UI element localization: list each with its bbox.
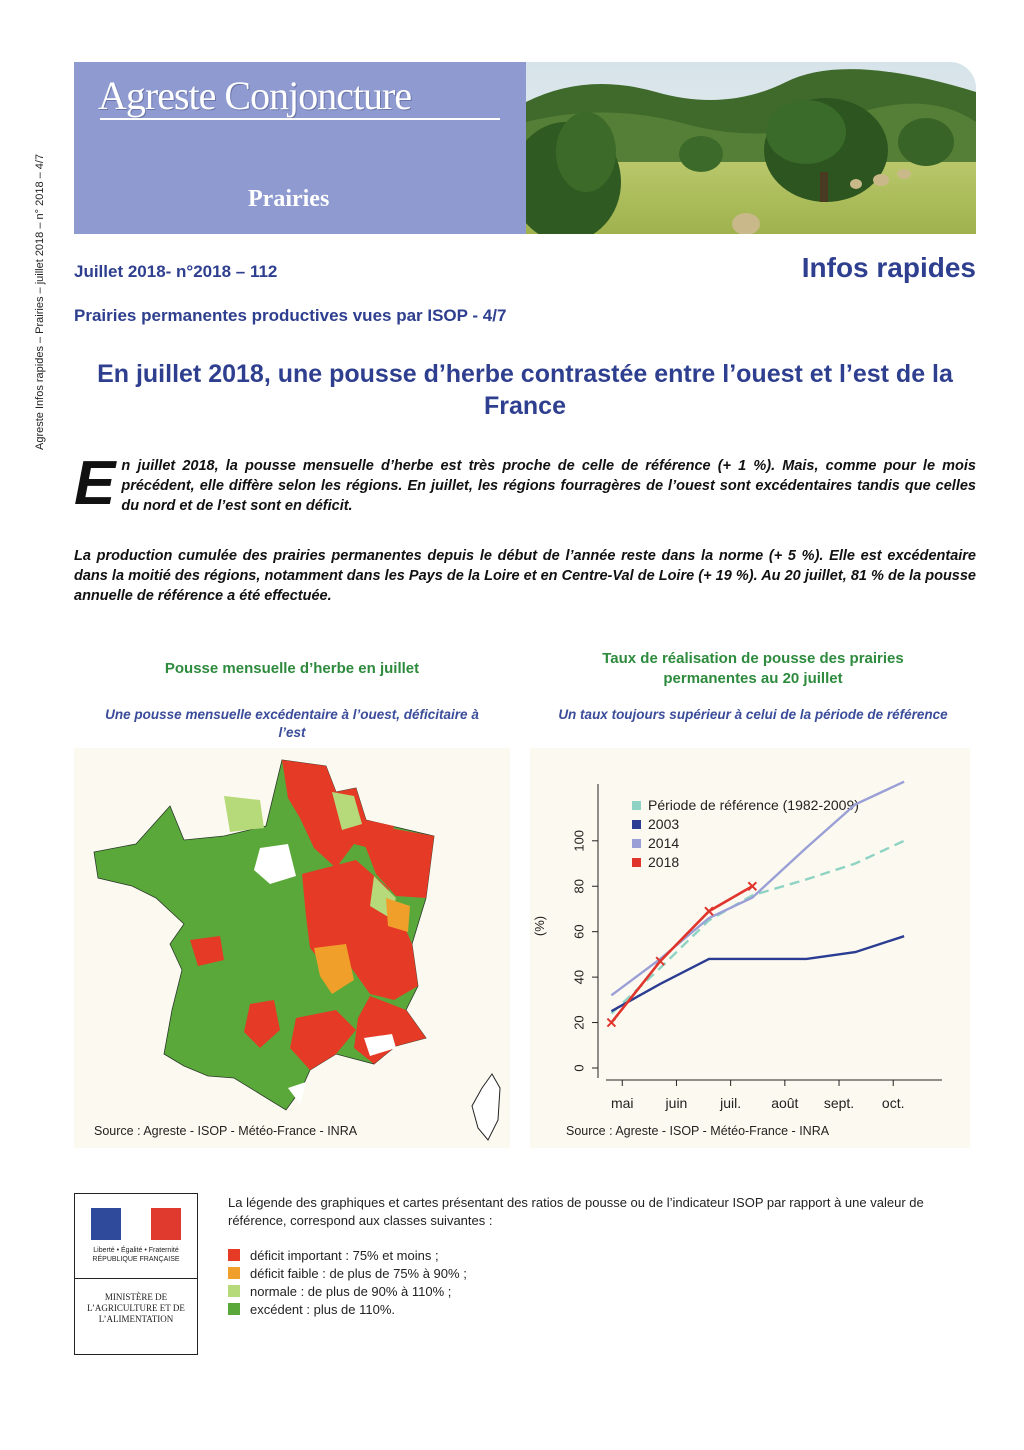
x-tick-label: oct.: [881, 1095, 905, 1111]
headline: En juillet 2018, une pousse d’herbe contrastée entre l’ouest et l’est de la France: [97, 360, 953, 420]
logo-divider: [75, 1278, 197, 1279]
series-label: Infos rapides: [801, 252, 976, 283]
series-marker: [705, 907, 713, 915]
section-title: Prairies: [248, 186, 330, 212]
y-tick-label: 100: [571, 829, 587, 852]
legend-swatch: [228, 1267, 240, 1279]
legend-swatch: [632, 858, 641, 867]
map-region-southeast: [354, 996, 426, 1064]
ministry-label: MINISTÈRE DE L’AGRICULTURE ET DE L’ALIMENTATION: [87, 1292, 185, 1324]
x-tick-label: juin: [665, 1095, 688, 1111]
side-running-title: Agreste Infos rapides – Prairies – juillet 2018 – n° 2018 – 4/7: [34, 153, 46, 450]
legend-intro: La légende des graphiques et cartes présentant des ratios de pousse ou de l’indicateur ISOP par rapport à une valeur de référence, correspond aux classes suivantes :: [228, 1195, 924, 1228]
series-line-1: [611, 936, 904, 1011]
y-tick-label: 20: [571, 1015, 587, 1030]
intro-paragraph-2: La production cumulée des prairies permanentes depuis le début de l’année reste dans la norme (+ 5 %). Elle est excédentaire dans la moitié des régions, notamment dans les Pays de la Loire et en Centre-Val de Loire (+ 19 %). Au 20 juillet, 81 % de la pousse annuelle de référence a été effectuée.: [74, 548, 976, 604]
y-tick-label: 60: [571, 924, 587, 939]
legend-swatch: [228, 1303, 240, 1315]
series-line-2: [611, 782, 904, 996]
legend-item-deficit-important: déficit important : 75% et moins ;: [228, 1247, 439, 1265]
ministry-logo: [74, 1193, 198, 1355]
legend-label: 2018: [648, 854, 680, 870]
x-tick-label: mai: [610, 1095, 634, 1111]
intro-text-1: n juillet 2018, la pousse mensuelle d’herbe est très proche de celle de référence (+ 1 %). Mais, comme pour le mois précédent, elle diffère selon les régions. En juillet, les régions fourragères de l’ouest sont excédentaires tandis que celles du nord et de l’est sont en déficit.: [121, 458, 976, 514]
legend-swatch: [228, 1249, 240, 1261]
publication-subtitle: Prairies permanentes productives vues par ISOP - 4/7: [74, 306, 507, 325]
brand-underline: [100, 118, 500, 120]
drop-cap: E: [74, 449, 116, 518]
legend-label: 2014: [648, 835, 680, 851]
banner: [74, 62, 976, 234]
issue-number: Juillet 2018- n°2018 – 112: [74, 262, 278, 281]
legend-label: 2003: [648, 816, 680, 832]
map-corsica: [472, 1074, 500, 1140]
france-grass-map: [74, 748, 510, 1148]
x-tick-label: juil.: [720, 1095, 742, 1111]
brand-logo: Agreste Conjoncture: [98, 73, 412, 118]
map-patch-normal-3: [224, 796, 264, 832]
y-axis-label: (%): [532, 915, 547, 937]
intro-paragraph-1: [74, 449, 976, 518]
map-panel: [74, 748, 510, 1148]
legend-swatch: [632, 839, 641, 848]
pousse-line-chart: [530, 748, 970, 1148]
y-tick-label: 0: [571, 1064, 587, 1072]
republic-label: Liberté • Égalité • Fraternité RÉPUBLIQUE FRANÇAISE: [92, 1247, 180, 1263]
chart-figure-subtitle: Un taux toujours supérieur à celui de la période de référence: [558, 707, 948, 722]
y-tick-label: 40: [571, 969, 587, 985]
chart-figure-title: Taux de réalisation de pousse des prairies permanentes au 20 juillet: [602, 650, 904, 687]
map-figure-title: Pousse mensuelle d’herbe en juillet: [164, 660, 420, 677]
series-marker: [748, 882, 756, 890]
french-flag-icon: [91, 1208, 181, 1240]
legend-item-normale: normale : de plus de 90% à 110% ;: [228, 1283, 451, 1301]
series-marker: [607, 1019, 615, 1027]
x-tick-label: août: [771, 1095, 799, 1111]
legend-swatch: [632, 820, 641, 829]
legend-item-deficit-faible: déficit faible : de plus de 75% à 90% ;: [228, 1265, 467, 1283]
chart-panel: [530, 748, 970, 1148]
chart-source: Source : Agreste - ISOP - Météo-France - INRA: [566, 1124, 830, 1138]
legend-label: Période de référence (1982-2009): [648, 797, 859, 813]
legend-item-excedent: excédent : plus de 110%.: [228, 1301, 395, 1319]
map-source: Source : Agreste - ISOP - Météo-France - INRA: [94, 1124, 358, 1138]
x-tick-label: sept.: [823, 1095, 855, 1111]
legend-swatch: [228, 1285, 240, 1297]
legend-swatch: [632, 801, 641, 810]
banner-title-panel: [74, 62, 526, 234]
meadow-photo: [526, 62, 976, 234]
y-tick-label: 80: [571, 879, 587, 894]
map-figure-subtitle: Une pousse mensuelle excédentaire à l’ouest, déficitaire à l’est: [105, 707, 479, 740]
